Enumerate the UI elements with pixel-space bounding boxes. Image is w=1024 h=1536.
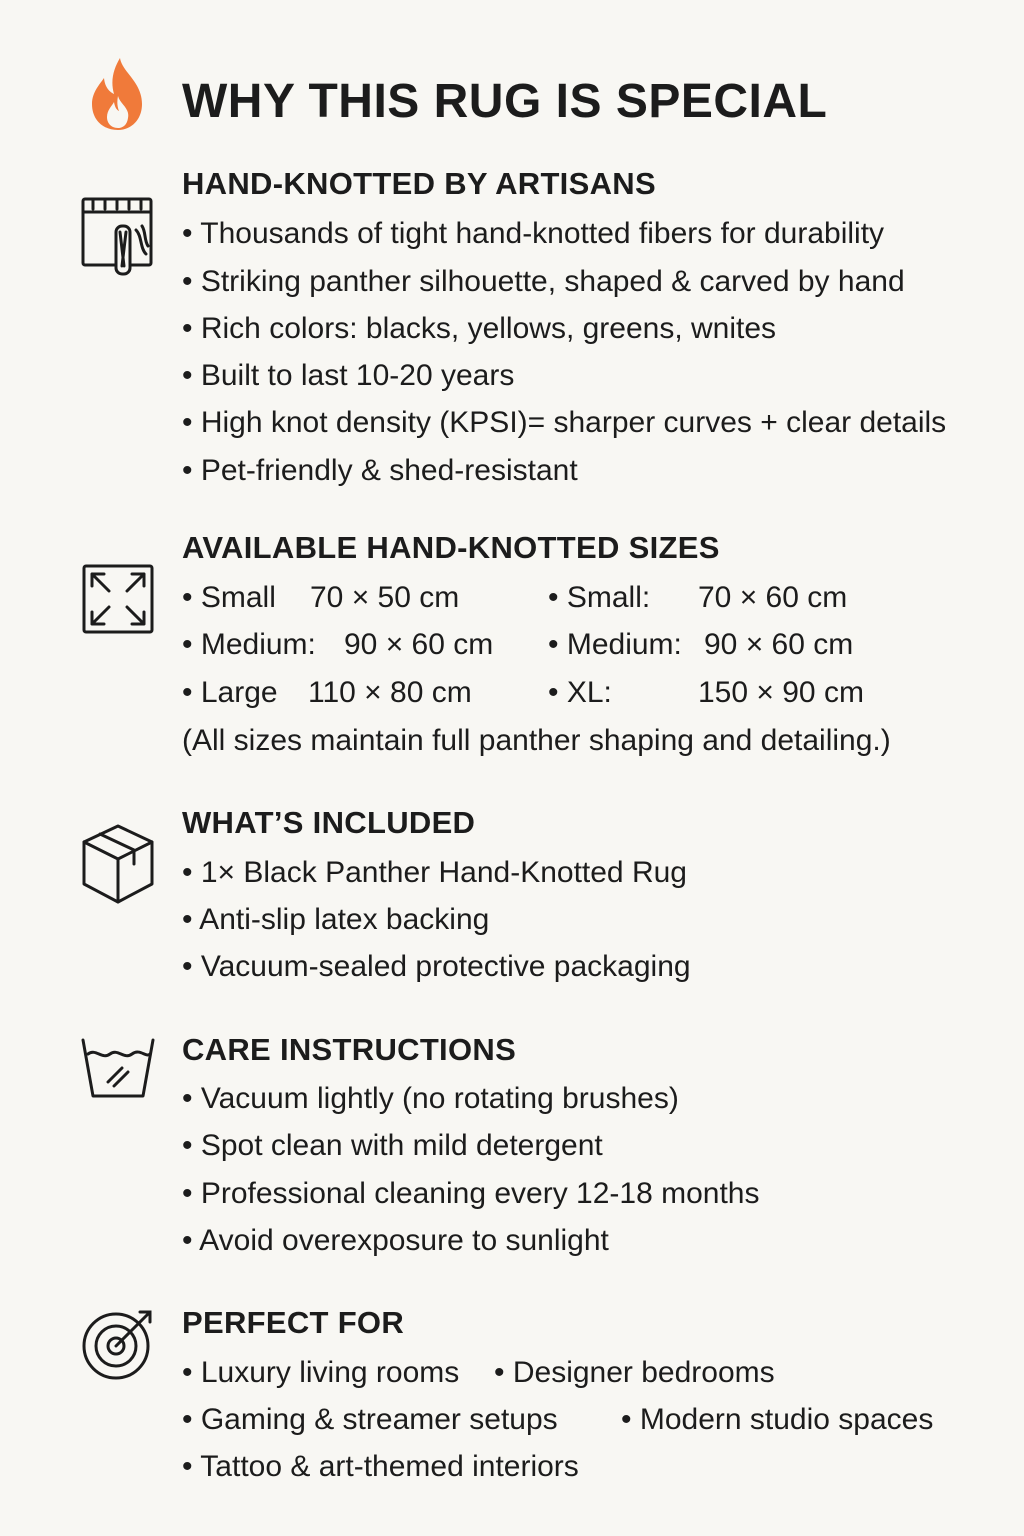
list-item: • Pet-friendly & shed-resistant [182, 454, 578, 487]
list-item: • Avoid overexposure to sunlight [182, 1224, 609, 1257]
size-value: 70 × 50 cm [310, 581, 460, 614]
section-heading-craft: HAND-KNOTTED BY ARTISANS [182, 166, 656, 201]
wash-basin-icon [80, 1036, 156, 1100]
list-item: • Vacuum-sealed protective packaging [182, 950, 691, 983]
section-heading-included: WHAT’S INCLUDED [182, 805, 476, 840]
list-item: • Designer bedrooms [494, 1356, 775, 1389]
list-item: • Modern studio spaces [621, 1403, 934, 1436]
size-label: • Medium: [182, 628, 316, 661]
loom-icon [80, 196, 156, 282]
sizes-note: (All sizes maintain full panther shaping and detailing.) [182, 724, 891, 757]
size-label: • Small [182, 581, 276, 614]
size-value: 150 × 90 cm [698, 676, 864, 709]
page-title: WHY THIS RUG IS SPECIAL [182, 75, 828, 128]
expand-arrows-icon [82, 564, 154, 634]
list-item: • Rich colors: blacks, yellows, greens, wnites [182, 312, 777, 345]
list-item: • Gaming & streamer setups [182, 1403, 558, 1436]
size-value: 70 × 60 cm [698, 581, 848, 614]
list-item: • High knot density (KPSI)= sharper curves + clear details [182, 406, 947, 439]
box-icon [80, 822, 156, 906]
section-heading-sizes: AVAILABLE HAND-KNOTTED SIZES [182, 530, 720, 565]
size-label: • XL: [548, 676, 612, 709]
size-label: • Large [182, 676, 278, 709]
list-item: • Spot clean with mild detergent [182, 1129, 603, 1162]
list-item: • Built to last 10-20 years [182, 359, 515, 392]
list-item: • 1× Black Panther Hand-Knotted Rug [182, 856, 687, 889]
section-heading-care: CARE INSTRUCTIONS [182, 1032, 517, 1067]
list-item: • Thousands of tight hand-knotted fibers for durability [182, 217, 885, 250]
list-item: • Anti-slip latex backing [182, 903, 490, 936]
size-label: • Small: [548, 581, 651, 614]
size-value: 90 × 60 cm [344, 628, 494, 661]
list-item: • Luxury living rooms [182, 1356, 460, 1389]
target-icon [80, 1306, 156, 1382]
list-item: • Striking panther silhouette, shaped & carved by hand [182, 265, 905, 298]
size-label: • Medium: [548, 628, 682, 661]
list-item: • Tattoo & art-themed interiors [182, 1450, 579, 1483]
list-item: • Professional cleaning every 12-18 months [182, 1177, 760, 1210]
size-value: 90 × 60 cm [704, 628, 854, 661]
flame-icon [86, 56, 150, 132]
list-item: • Vacuum lightly (no rotating brushes) [182, 1082, 679, 1115]
size-value: 110 × 80 cm [308, 676, 472, 709]
section-heading-perfect: PERFECT FOR [182, 1305, 405, 1340]
